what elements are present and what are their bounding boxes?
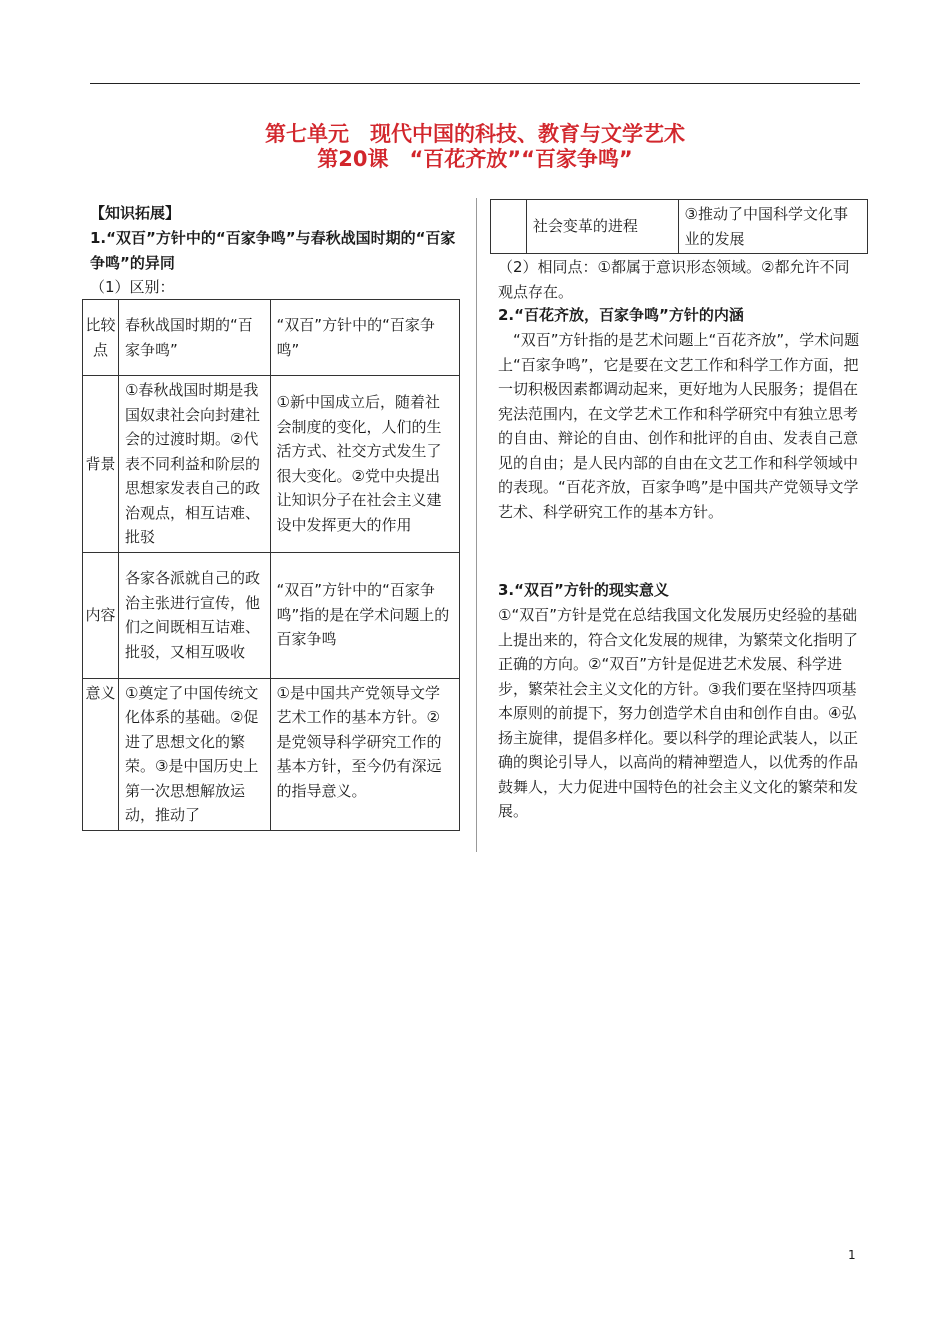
row-cell-a: 各家各派就自己的政治主张进行宣传，他们之间既相互诘难、批驳，又相互吸收	[118, 552, 270, 678]
row-label-empty	[491, 200, 527, 254]
row-cell-b: ①新中国成立后，随着社会制度的变化，人们的生活方式、社交方式发生了很大变化。②党中央提出让知识分子在社会主义建设中发挥更大的作用	[270, 376, 459, 553]
row-cell-b: ③推动了中国科学文化事业的发展	[678, 200, 867, 254]
row-cell-b: “双百”方针中的“百家争鸣”指的是在学术问题上的百家争鸣	[270, 552, 459, 678]
q2-heading: 2.“百花齐放，百家争鸣”方针的内涵	[498, 306, 744, 324]
table-row	[83, 376, 460, 553]
row-cell-a: ①奠定了中国传统文化体系的基础。②促进了思想文化的繁荣。③是中国历史上第一次思想解放运动，推动了	[118, 678, 270, 830]
comparison-table	[82, 299, 460, 831]
row-label: 内容	[83, 552, 119, 678]
table-header-row	[83, 300, 460, 376]
table-col-b-header: “双百”方针中的“百家争鸣”	[270, 300, 459, 376]
table-row	[83, 678, 460, 830]
table-row	[491, 200, 868, 254]
row-cell-a: 社会变革的进程	[526, 200, 678, 254]
comparison-table-continued	[490, 199, 868, 254]
section-label: 【知识拓展】	[90, 204, 181, 222]
table-col-header: 比较点	[83, 300, 119, 376]
row-label: 背景	[83, 376, 119, 553]
row-label: 意义	[83, 678, 119, 830]
unit-title: 第七单元 现代中国的科技、教育与文学艺术	[265, 122, 685, 146]
q2-body: “双百”方针指的是艺术问题上“百花齐放”，学术问题上“百家争鸣”，它是要在文艺工作和科学工作方面，把一切积极因素都调动起来，更好地为人民服务；提倡在宪法范围内，在文学艺术工作和科学研究中有独立思考的自由、辩论的自由、创作和批评的自由、发表自己意见的自由；是人民内部的自由在文艺工作和科学领域中的表现。“百花齐放，百家争鸣”是中国共产党领导文学艺术、科学研究工作的基本方针。	[498, 331, 860, 521]
q3-heading: 3.“双百”方针的现实意义	[498, 581, 669, 599]
page-number: 1	[848, 1248, 856, 1262]
table-col-a-header: 春秋战国时期的“百家争鸣”	[118, 300, 270, 376]
row-cell-a: ①春秋战国时期是我国奴隶社会向封建社会的过渡时期。②代表不同利益和阶层的思想家发表自己的政治观点，相互诘难、批驳	[118, 376, 270, 553]
header-rule	[90, 83, 860, 84]
q1-heading: 1.“双百”方针中的“百家争鸣”与春秋战国时期的“百家争鸣”的异同	[90, 229, 456, 272]
q3-body: ①“双百”方针是党在总结我国文化发展历史经验的基础上提出来的，符合文化发展的规律，为繁荣文化指明了正确的方向。②“双百”方针是促进艺术发展、科学进步，繁荣社会主义文化的方针。③我们要在坚持四项基本原则的前提下，努力创造学术自由和创作自由。④弘扬主旋律，提倡多样化。要以科学的理论武装人，以正确的舆论引导人，以高尚的精神塑造人，以优秀的作品鼓舞人，大力促进中国特色的社会主义文化的繁荣和发展。	[498, 606, 859, 820]
similarity-text: （2）相同点：①都属于意识形态领域。②都允许不同观点存在。	[498, 258, 850, 301]
difference-label: （1）区别：	[90, 278, 175, 296]
column-divider	[476, 198, 477, 852]
row-cell-b: ①是中国共产党领导文学艺术工作的基本方针。②是党领导科学研究工作的基本方针，至今仍有深远的指导意义。	[270, 678, 459, 830]
table-row	[83, 552, 460, 678]
lesson-title: 第20课 “百花齐放”“百家争鸣”	[317, 147, 633, 171]
